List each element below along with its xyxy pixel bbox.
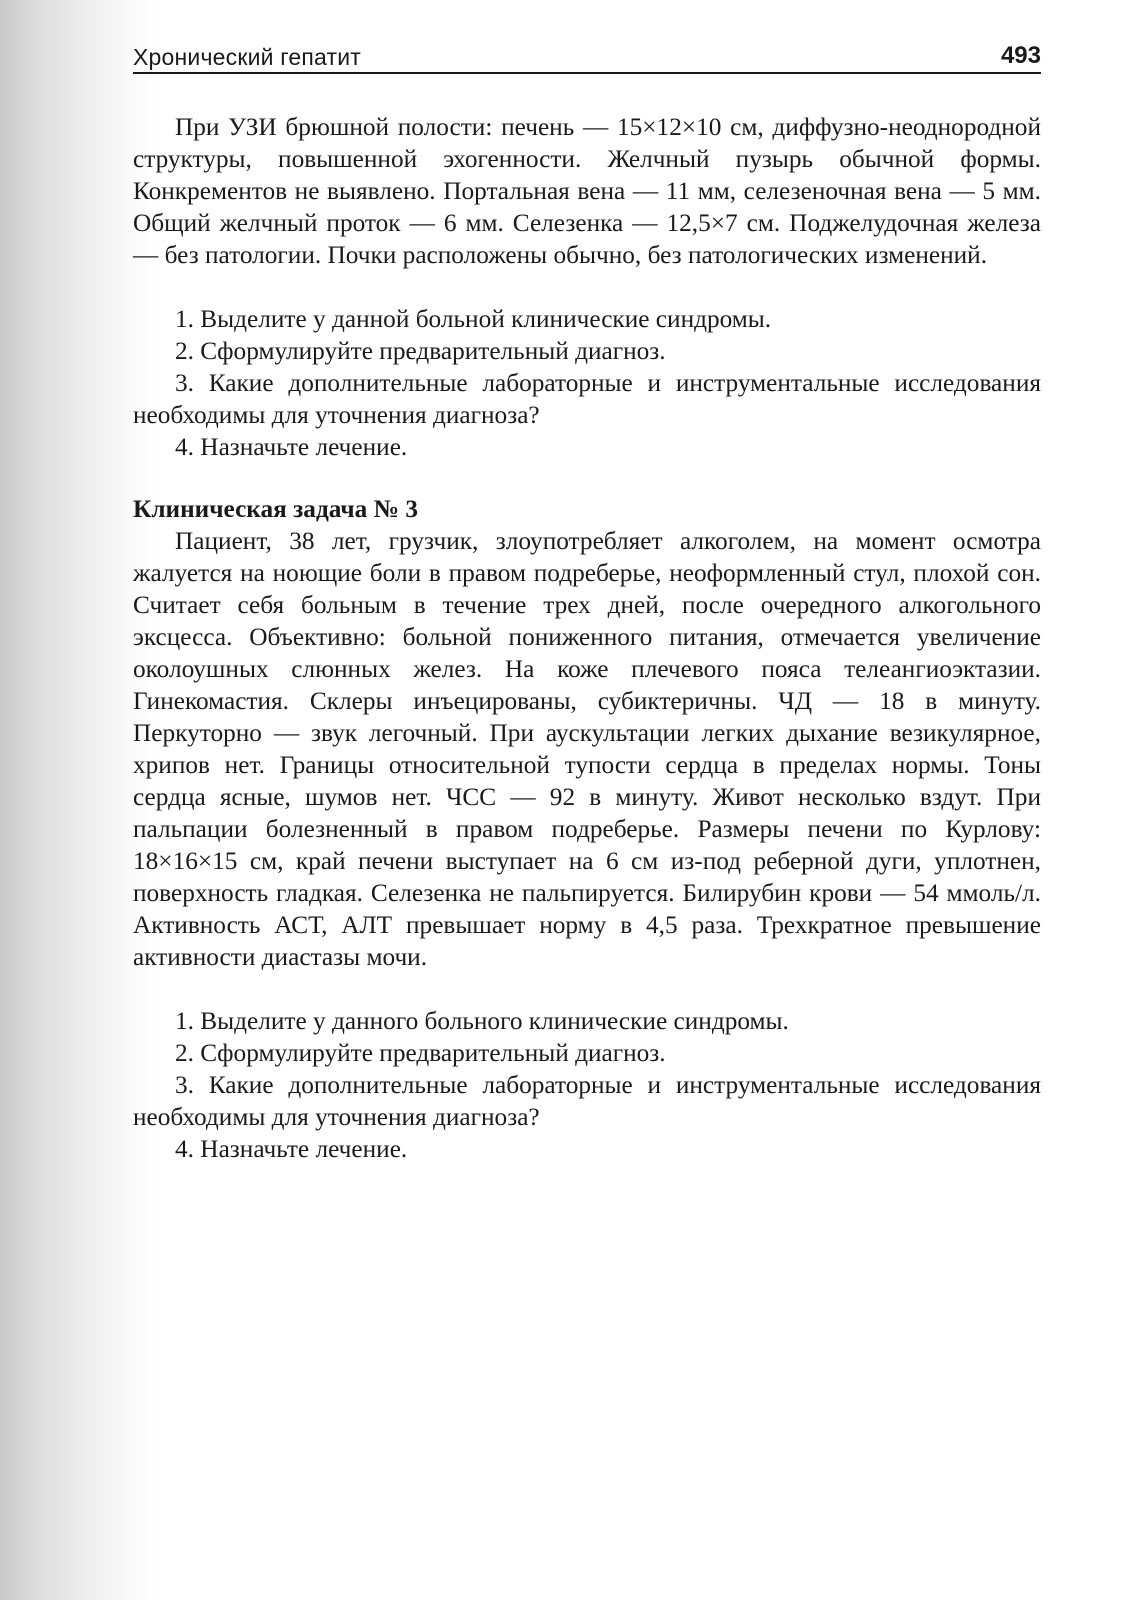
question-item: 4. Назначьте лечение. [175, 433, 408, 461]
question-item: 1. Выделите у данной больной клинические синдромы. [175, 305, 772, 333]
question-item: 1. Выделите у данного больного клинические синдромы. [175, 1007, 789, 1035]
ultrasound-paragraph: При УЗИ брюшной полости: печень — 15×12×10 см, диффузно-неоднородной структуры, повышенной эхогенности. Желчный пузырь обычной формы. Конкрементов не выявлено. Портальная вена — 11 мм, селезеночная вена — 5 мм. Общий желчный проток — 6 мм. Селезенка — 12,5×7 см. Поджелудочная железа — без патологии. Почки расположены обычно, без патологических изменений. [133, 113, 1041, 269]
task3-questions [133, 1005, 1041, 1165]
task3-case-text: Пациент, 38 лет, грузчик, злоупотребляет алкоголем, на момент осмотра жалуется на ноющие боли в правом подреберье, неоформленный стул, плохой сон. Считает себя больным в течение трех дней, после очередного алкогольного эксцесса. Объективно: больной пониженного питания, отмечается увеличение околоушных слюнных желез. На коже плечевого пояса телеангиоэктазии. Гинекомастия. Склеры инъецированы, субиктеричны. ЧД — 18 в минуту. Перкуторно — звук легочный. При аускультации легких дыхание везикулярное, хрипов нет. Границы относительной тупости сердца в пределах нормы. Тоны сердца ясные, шумов нет. ЧСС — 92 в минуту. Живот несколько вздут. При пальпации болезненный в правом подреберье. Размеры печени по Курлову: 18×16×15 см, край печени выступает на 6 см из-под реберной дуги, уплотнен, поверхность гладкая. Селезенка не пальпируется. Билирубин крови — 54 ммоль/л. Активность АСТ, АЛТ превышает норму в 4,5 раза. Трехкратное превышение активности диастазы мочи. [133, 527, 1041, 971]
page-content [133, 111, 1041, 1165]
question-item: 3. Какие дополнительные лабораторные и инструментальные исследования необходимы для уточнения диагноза? [133, 1071, 1041, 1131]
question-item: 2. Сформулируйте предварительный диагноз. [175, 1039, 666, 1067]
page-header [133, 40, 1041, 74]
question-item: 4. Назначьте лечение. [175, 1135, 408, 1163]
task2-questions [133, 303, 1041, 463]
running-title: Хронический гепатит [133, 44, 362, 70]
task3-title: Клиническая задача № 3 [133, 495, 419, 523]
question-item: 3. Какие дополнительные лабораторные и инструментальные исследования необходимы для уточнения диагноза? [133, 369, 1041, 429]
question-item: 2. Сформулируйте предварительный диагноз. [175, 337, 666, 365]
page-number: 493 [1000, 42, 1041, 69]
